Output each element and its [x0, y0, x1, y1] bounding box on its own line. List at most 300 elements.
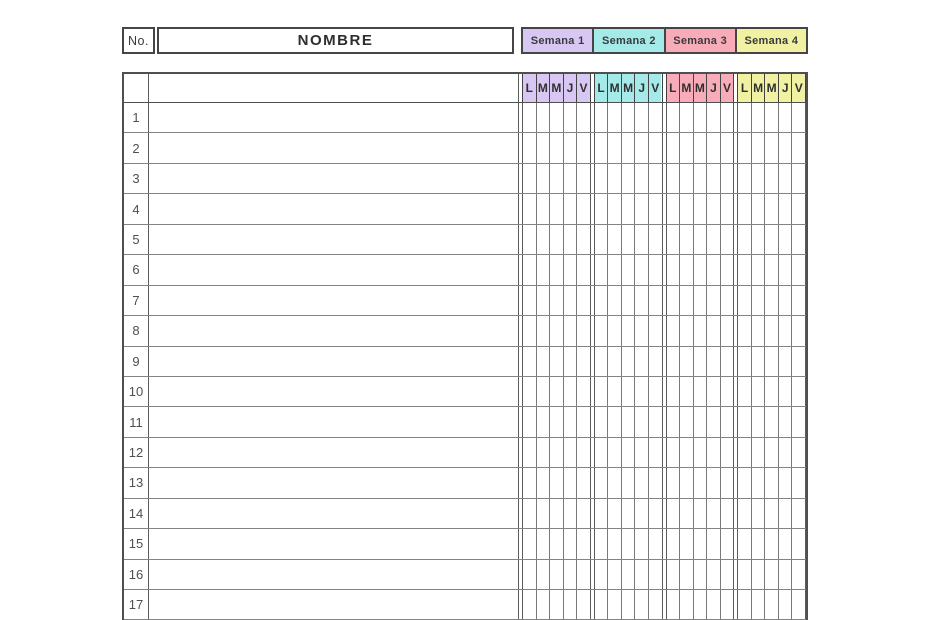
attendance-cell[interactable] [667, 164, 681, 193]
attendance-cell[interactable] [595, 438, 609, 467]
attendance-cell[interactable] [523, 316, 537, 345]
attendance-cell[interactable] [577, 194, 590, 223]
attendance-cell[interactable] [635, 377, 649, 406]
attendance-cell[interactable] [608, 316, 622, 345]
attendance-cell[interactable] [721, 133, 734, 162]
attendance-cell[interactable] [694, 560, 708, 589]
attendance-cell[interactable] [550, 407, 564, 436]
attendance-cell[interactable] [635, 255, 649, 284]
attendance-cell[interactable] [608, 103, 622, 132]
attendance-cell[interactable] [667, 133, 681, 162]
attendance-cell[interactable] [738, 560, 752, 589]
attendance-cell[interactable] [738, 286, 752, 315]
attendance-cell[interactable] [721, 347, 734, 376]
attendance-cell[interactable] [765, 103, 779, 132]
attendance-cell[interactable] [577, 164, 590, 193]
attendance-cell[interactable] [694, 407, 708, 436]
attendance-cell[interactable] [707, 225, 721, 254]
attendance-cell[interactable] [707, 133, 721, 162]
attendance-cell[interactable] [694, 468, 708, 497]
attendance-cell[interactable] [707, 590, 721, 619]
attendance-cell[interactable] [792, 194, 805, 223]
student-name-cell[interactable] [149, 377, 519, 406]
attendance-cell[interactable] [550, 316, 564, 345]
attendance-cell[interactable] [635, 347, 649, 376]
attendance-cell[interactable] [667, 316, 681, 345]
attendance-cell[interactable] [752, 468, 766, 497]
attendance-cell[interactable] [564, 347, 578, 376]
attendance-cell[interactable] [680, 255, 694, 284]
attendance-cell[interactable] [694, 438, 708, 467]
student-name-cell[interactable] [149, 103, 519, 132]
attendance-cell[interactable] [792, 225, 805, 254]
attendance-cell[interactable] [523, 468, 537, 497]
attendance-cell[interactable] [622, 468, 636, 497]
attendance-cell[interactable] [779, 560, 793, 589]
attendance-cell[interactable] [765, 316, 779, 345]
attendance-cell[interactable] [680, 164, 694, 193]
attendance-cell[interactable] [595, 560, 609, 589]
attendance-cell[interactable] [721, 438, 734, 467]
attendance-cell[interactable] [622, 560, 636, 589]
attendance-cell[interactable] [595, 529, 609, 558]
attendance-cell[interactable] [608, 407, 622, 436]
attendance-cell[interactable] [564, 286, 578, 315]
attendance-cell[interactable] [564, 438, 578, 467]
attendance-cell[interactable] [595, 407, 609, 436]
student-name-cell[interactable] [149, 316, 519, 345]
attendance-cell[interactable] [550, 225, 564, 254]
attendance-cell[interactable] [765, 377, 779, 406]
attendance-cell[interactable] [721, 560, 734, 589]
attendance-cell[interactable] [680, 225, 694, 254]
attendance-cell[interactable] [523, 407, 537, 436]
attendance-cell[interactable] [564, 316, 578, 345]
attendance-cell[interactable] [649, 225, 662, 254]
attendance-cell[interactable] [523, 377, 537, 406]
attendance-cell[interactable] [649, 255, 662, 284]
attendance-cell[interactable] [680, 347, 694, 376]
attendance-cell[interactable] [577, 347, 590, 376]
attendance-cell[interactable] [694, 103, 708, 132]
attendance-cell[interactable] [564, 133, 578, 162]
attendance-cell[interactable] [537, 133, 551, 162]
attendance-cell[interactable] [608, 255, 622, 284]
attendance-cell[interactable] [752, 225, 766, 254]
attendance-cell[interactable] [680, 286, 694, 315]
attendance-cell[interactable] [721, 194, 734, 223]
attendance-cell[interactable] [577, 560, 590, 589]
attendance-cell[interactable] [649, 133, 662, 162]
attendance-cell[interactable] [667, 103, 681, 132]
attendance-cell[interactable] [721, 286, 734, 315]
attendance-cell[interactable] [792, 164, 805, 193]
attendance-cell[interactable] [622, 133, 636, 162]
attendance-cell[interactable] [622, 316, 636, 345]
attendance-cell[interactable] [694, 316, 708, 345]
attendance-cell[interactable] [765, 255, 779, 284]
attendance-cell[interactable] [680, 133, 694, 162]
attendance-cell[interactable] [537, 438, 551, 467]
attendance-cell[interactable] [550, 194, 564, 223]
attendance-cell[interactable] [765, 499, 779, 528]
attendance-cell[interactable] [523, 347, 537, 376]
student-name-cell[interactable] [149, 225, 519, 254]
attendance-cell[interactable] [694, 164, 708, 193]
attendance-cell[interactable] [738, 133, 752, 162]
attendance-cell[interactable] [595, 164, 609, 193]
attendance-cell[interactable] [721, 407, 734, 436]
attendance-cell[interactable] [649, 407, 662, 436]
student-name-cell[interactable] [149, 438, 519, 467]
attendance-cell[interactable] [595, 133, 609, 162]
attendance-cell[interactable] [779, 407, 793, 436]
attendance-cell[interactable] [667, 225, 681, 254]
attendance-cell[interactable] [779, 377, 793, 406]
attendance-cell[interactable] [779, 468, 793, 497]
attendance-cell[interactable] [752, 377, 766, 406]
attendance-cell[interactable] [667, 438, 681, 467]
attendance-cell[interactable] [523, 164, 537, 193]
attendance-cell[interactable] [635, 316, 649, 345]
attendance-cell[interactable] [622, 377, 636, 406]
attendance-cell[interactable] [577, 590, 590, 619]
attendance-cell[interactable] [622, 499, 636, 528]
attendance-cell[interactable] [752, 103, 766, 132]
attendance-cell[interactable] [622, 407, 636, 436]
attendance-cell[interactable] [707, 103, 721, 132]
attendance-cell[interactable] [635, 194, 649, 223]
attendance-cell[interactable] [564, 407, 578, 436]
attendance-cell[interactable] [752, 194, 766, 223]
attendance-cell[interactable] [537, 499, 551, 528]
attendance-cell[interactable] [523, 225, 537, 254]
attendance-cell[interactable] [577, 103, 590, 132]
attendance-cell[interactable] [721, 316, 734, 345]
attendance-cell[interactable] [667, 286, 681, 315]
attendance-cell[interactable] [537, 286, 551, 315]
attendance-cell[interactable] [595, 194, 609, 223]
attendance-cell[interactable] [792, 347, 805, 376]
attendance-cell[interactable] [564, 255, 578, 284]
student-name-cell[interactable] [149, 347, 519, 376]
attendance-cell[interactable] [550, 347, 564, 376]
attendance-cell[interactable] [721, 103, 734, 132]
attendance-cell[interactable] [765, 347, 779, 376]
attendance-cell[interactable] [550, 133, 564, 162]
attendance-cell[interactable] [622, 103, 636, 132]
attendance-cell[interactable] [550, 255, 564, 284]
attendance-cell[interactable] [635, 407, 649, 436]
attendance-cell[interactable] [649, 103, 662, 132]
attendance-cell[interactable] [622, 590, 636, 619]
attendance-cell[interactable] [694, 133, 708, 162]
attendance-cell[interactable] [577, 529, 590, 558]
attendance-cell[interactable] [779, 194, 793, 223]
attendance-cell[interactable] [550, 590, 564, 619]
attendance-cell[interactable] [738, 164, 752, 193]
attendance-cell[interactable] [694, 347, 708, 376]
attendance-cell[interactable] [792, 316, 805, 345]
attendance-cell[interactable] [577, 499, 590, 528]
attendance-cell[interactable] [752, 316, 766, 345]
attendance-cell[interactable] [707, 316, 721, 345]
attendance-cell[interactable] [608, 499, 622, 528]
attendance-cell[interactable] [680, 560, 694, 589]
student-name-cell[interactable] [149, 529, 519, 558]
attendance-cell[interactable] [707, 377, 721, 406]
attendance-cell[interactable] [779, 499, 793, 528]
attendance-cell[interactable] [608, 438, 622, 467]
attendance-cell[interactable] [752, 164, 766, 193]
attendance-cell[interactable] [779, 225, 793, 254]
attendance-cell[interactable] [635, 225, 649, 254]
attendance-cell[interactable] [608, 194, 622, 223]
attendance-cell[interactable] [635, 133, 649, 162]
attendance-cell[interactable] [550, 529, 564, 558]
attendance-cell[interactable] [779, 103, 793, 132]
attendance-cell[interactable] [550, 438, 564, 467]
attendance-cell[interactable] [792, 377, 805, 406]
attendance-cell[interactable] [564, 225, 578, 254]
attendance-cell[interactable] [635, 438, 649, 467]
attendance-cell[interactable] [577, 407, 590, 436]
attendance-cell[interactable] [523, 529, 537, 558]
attendance-cell[interactable] [550, 164, 564, 193]
attendance-cell[interactable] [595, 103, 609, 132]
attendance-cell[interactable] [635, 286, 649, 315]
attendance-cell[interactable] [792, 560, 805, 589]
attendance-cell[interactable] [752, 438, 766, 467]
attendance-cell[interactable] [694, 194, 708, 223]
attendance-cell[interactable] [523, 590, 537, 619]
attendance-cell[interactable] [707, 347, 721, 376]
attendance-cell[interactable] [680, 438, 694, 467]
attendance-cell[interactable] [622, 347, 636, 376]
attendance-cell[interactable] [738, 407, 752, 436]
attendance-cell[interactable] [649, 164, 662, 193]
attendance-cell[interactable] [721, 499, 734, 528]
attendance-cell[interactable] [577, 255, 590, 284]
attendance-cell[interactable] [550, 103, 564, 132]
attendance-cell[interactable] [564, 560, 578, 589]
attendance-cell[interactable] [792, 407, 805, 436]
attendance-cell[interactable] [694, 529, 708, 558]
student-name-cell[interactable] [149, 194, 519, 223]
student-name-cell[interactable] [149, 590, 519, 619]
attendance-cell[interactable] [680, 377, 694, 406]
attendance-cell[interactable] [779, 529, 793, 558]
attendance-cell[interactable] [595, 347, 609, 376]
attendance-cell[interactable] [564, 377, 578, 406]
attendance-cell[interactable] [608, 347, 622, 376]
attendance-cell[interactable] [608, 590, 622, 619]
student-name-cell[interactable] [149, 286, 519, 315]
student-name-cell[interactable] [149, 133, 519, 162]
attendance-cell[interactable] [577, 316, 590, 345]
attendance-cell[interactable] [523, 255, 537, 284]
attendance-cell[interactable] [537, 225, 551, 254]
attendance-cell[interactable] [595, 316, 609, 345]
attendance-cell[interactable] [738, 438, 752, 467]
student-name-cell[interactable] [149, 499, 519, 528]
attendance-cell[interactable] [649, 377, 662, 406]
student-name-cell[interactable] [149, 468, 519, 497]
attendance-cell[interactable] [595, 377, 609, 406]
attendance-cell[interactable] [707, 164, 721, 193]
attendance-cell[interactable] [694, 225, 708, 254]
attendance-cell[interactable] [523, 286, 537, 315]
attendance-cell[interactable] [667, 499, 681, 528]
attendance-cell[interactable] [595, 499, 609, 528]
attendance-cell[interactable] [667, 560, 681, 589]
attendance-cell[interactable] [649, 316, 662, 345]
attendance-cell[interactable] [649, 529, 662, 558]
attendance-cell[interactable] [765, 529, 779, 558]
attendance-cell[interactable] [738, 194, 752, 223]
attendance-cell[interactable] [523, 103, 537, 132]
attendance-cell[interactable] [779, 316, 793, 345]
attendance-cell[interactable] [765, 286, 779, 315]
attendance-cell[interactable] [721, 468, 734, 497]
attendance-cell[interactable] [550, 377, 564, 406]
attendance-cell[interactable] [667, 407, 681, 436]
student-name-cell[interactable] [149, 255, 519, 284]
attendance-cell[interactable] [577, 438, 590, 467]
attendance-cell[interactable] [792, 133, 805, 162]
attendance-cell[interactable] [792, 286, 805, 315]
attendance-cell[interactable] [550, 499, 564, 528]
attendance-cell[interactable] [738, 347, 752, 376]
attendance-cell[interactable] [752, 347, 766, 376]
attendance-cell[interactable] [779, 286, 793, 315]
attendance-cell[interactable] [752, 529, 766, 558]
attendance-cell[interactable] [622, 286, 636, 315]
attendance-cell[interactable] [608, 377, 622, 406]
attendance-cell[interactable] [564, 529, 578, 558]
attendance-cell[interactable] [765, 560, 779, 589]
attendance-cell[interactable] [667, 377, 681, 406]
attendance-cell[interactable] [707, 499, 721, 528]
attendance-cell[interactable] [694, 286, 708, 315]
attendance-cell[interactable] [608, 225, 622, 254]
attendance-cell[interactable] [721, 164, 734, 193]
attendance-cell[interactable] [738, 103, 752, 132]
attendance-cell[interactable] [649, 468, 662, 497]
attendance-cell[interactable] [752, 499, 766, 528]
attendance-cell[interactable] [765, 407, 779, 436]
attendance-cell[interactable] [608, 560, 622, 589]
attendance-cell[interactable] [792, 103, 805, 132]
attendance-cell[interactable] [667, 255, 681, 284]
attendance-cell[interactable] [595, 286, 609, 315]
attendance-cell[interactable] [667, 590, 681, 619]
student-name-cell[interactable] [149, 164, 519, 193]
attendance-cell[interactable] [707, 438, 721, 467]
attendance-cell[interactable] [622, 438, 636, 467]
attendance-cell[interactable] [577, 377, 590, 406]
attendance-cell[interactable] [550, 560, 564, 589]
attendance-cell[interactable] [595, 590, 609, 619]
attendance-cell[interactable] [694, 499, 708, 528]
attendance-cell[interactable] [577, 133, 590, 162]
attendance-cell[interactable] [765, 164, 779, 193]
attendance-cell[interactable] [792, 499, 805, 528]
attendance-cell[interactable] [667, 194, 681, 223]
attendance-cell[interactable] [635, 529, 649, 558]
attendance-cell[interactable] [752, 133, 766, 162]
attendance-cell[interactable] [577, 225, 590, 254]
attendance-cell[interactable] [608, 164, 622, 193]
attendance-cell[interactable] [752, 590, 766, 619]
attendance-cell[interactable] [635, 164, 649, 193]
attendance-cell[interactable] [608, 133, 622, 162]
student-name-cell[interactable] [149, 407, 519, 436]
attendance-cell[interactable] [537, 103, 551, 132]
attendance-cell[interactable] [564, 164, 578, 193]
attendance-cell[interactable] [707, 255, 721, 284]
attendance-cell[interactable] [649, 560, 662, 589]
attendance-cell[interactable] [537, 255, 551, 284]
attendance-cell[interactable] [721, 377, 734, 406]
attendance-cell[interactable] [537, 164, 551, 193]
attendance-cell[interactable] [649, 438, 662, 467]
attendance-cell[interactable] [550, 286, 564, 315]
attendance-cell[interactable] [622, 194, 636, 223]
attendance-cell[interactable] [721, 529, 734, 558]
attendance-cell[interactable] [765, 438, 779, 467]
attendance-cell[interactable] [779, 133, 793, 162]
attendance-cell[interactable] [680, 590, 694, 619]
attendance-cell[interactable] [765, 468, 779, 497]
attendance-cell[interactable] [523, 133, 537, 162]
attendance-cell[interactable] [635, 590, 649, 619]
attendance-cell[interactable] [792, 529, 805, 558]
attendance-cell[interactable] [792, 590, 805, 619]
attendance-cell[interactable] [765, 225, 779, 254]
attendance-cell[interactable] [707, 529, 721, 558]
attendance-cell[interactable] [622, 529, 636, 558]
attendance-cell[interactable] [537, 529, 551, 558]
attendance-cell[interactable] [537, 560, 551, 589]
attendance-cell[interactable] [707, 468, 721, 497]
attendance-cell[interactable] [622, 164, 636, 193]
attendance-cell[interactable] [765, 590, 779, 619]
attendance-cell[interactable] [680, 103, 694, 132]
attendance-cell[interactable] [537, 468, 551, 497]
attendance-cell[interactable] [680, 499, 694, 528]
attendance-cell[interactable] [680, 407, 694, 436]
attendance-cell[interactable] [779, 255, 793, 284]
attendance-cell[interactable] [694, 590, 708, 619]
attendance-cell[interactable] [738, 255, 752, 284]
attendance-cell[interactable] [779, 590, 793, 619]
attendance-cell[interactable] [667, 347, 681, 376]
attendance-cell[interactable] [523, 499, 537, 528]
attendance-cell[interactable] [608, 468, 622, 497]
attendance-cell[interactable] [680, 194, 694, 223]
attendance-cell[interactable] [635, 103, 649, 132]
student-name-cell[interactable] [149, 560, 519, 589]
attendance-cell[interactable] [537, 377, 551, 406]
attendance-cell[interactable] [577, 468, 590, 497]
attendance-cell[interactable] [765, 133, 779, 162]
attendance-cell[interactable] [523, 194, 537, 223]
attendance-cell[interactable] [779, 164, 793, 193]
attendance-cell[interactable] [649, 286, 662, 315]
attendance-cell[interactable] [752, 286, 766, 315]
attendance-cell[interactable] [577, 286, 590, 315]
